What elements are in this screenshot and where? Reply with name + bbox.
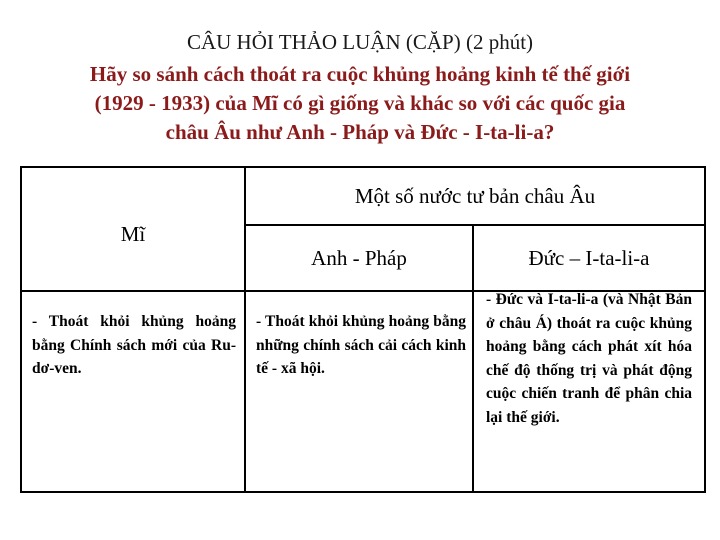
cell-anh-phap-text: - Thoát khỏi khủng hoảng bằng những chính sách cải cách kinh tế - xã hội. <box>256 313 466 377</box>
cell-duc-italia-text: - Đức và I-ta-li-a (và Nhật Bản ở châu Á) thoát ra cuộc khủng hoảng bằng cách phát xít hóa chế độ thống trị và phát động cuộc chiến tranh để phân chia lại thế giới. <box>486 291 692 426</box>
header-europe <box>245 167 705 225</box>
header-my-label: Mĩ <box>120 221 146 246</box>
cell-anh-phap <box>245 291 473 492</box>
header-my <box>21 167 245 291</box>
header-anh-phap-label: Anh - Pháp <box>311 245 407 270</box>
cell-my-text: - Thoát khỏi khủng hoảng bằng Chính sách mới của Ru-dơ-ven. <box>32 313 236 377</box>
header-duc-italia <box>473 225 705 291</box>
header-europe-label: Một số nước tư bản châu Âu <box>354 183 596 208</box>
question-line-3: châu Âu như Anh - Pháp và Đức - I-ta-li-a? <box>165 120 555 144</box>
cell-duc-italia <box>473 291 705 492</box>
cell-my <box>21 291 245 492</box>
header-duc-italia-label: Đức – I-ta-li-a <box>528 245 650 270</box>
question-line-2: (1929 - 1933) của Mĩ có gì giống và khác so với các quốc gia <box>94 91 626 115</box>
slide-title: CÂU HỎI THẢO LUẬN (CẶP) (2 phút) <box>186 30 534 54</box>
header-anh-phap <box>245 225 473 291</box>
comparison-table <box>20 166 706 493</box>
question-line-1: Hãy so sánh cách thoát ra cuộc khủng hoảng kinh tế thế giới <box>89 62 631 86</box>
